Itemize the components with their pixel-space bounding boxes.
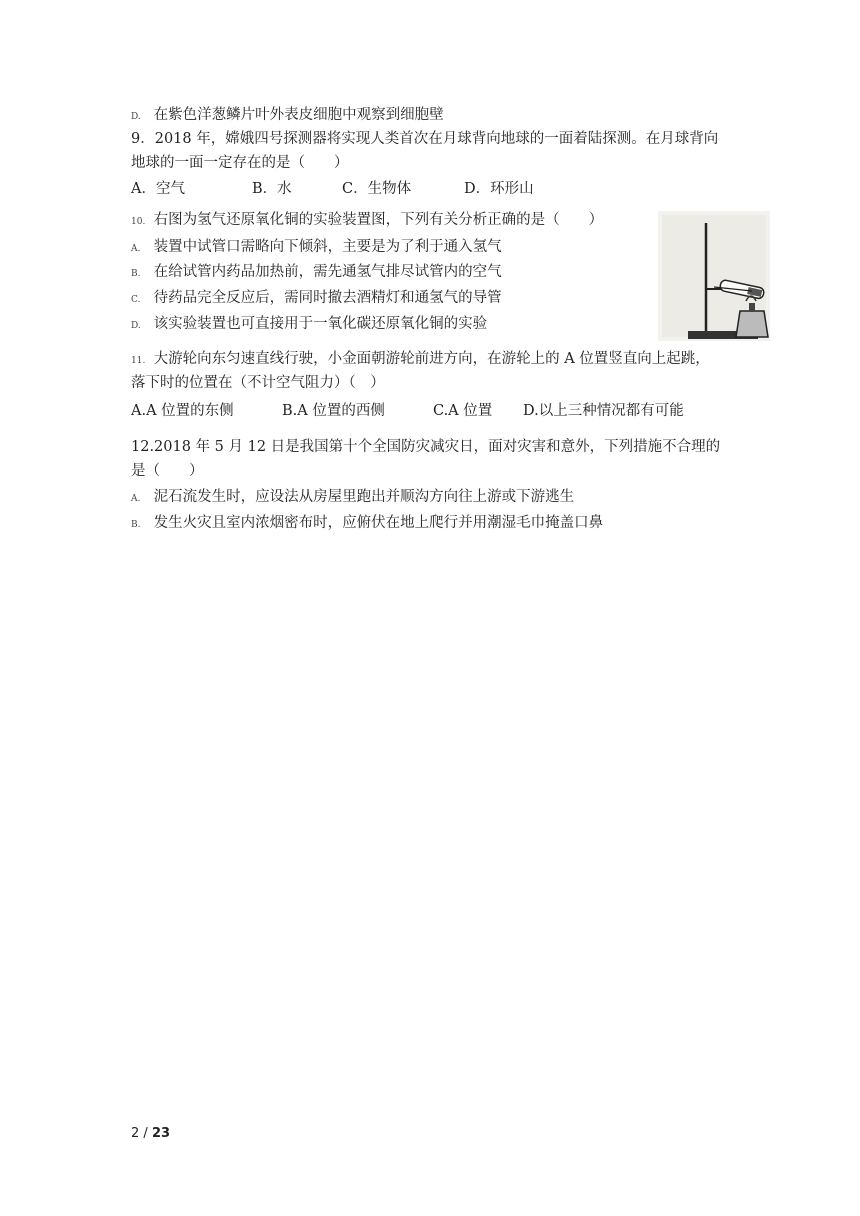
option-text: 在紫色洋葱鳞片叶外表皮细胞中观察到细胞壁 [153, 107, 444, 123]
q9-stem-line-1: 9．2018 年，嫦娥四号探测器将实现人类首次在月球背向地球的一面着陆探测。在月球背向 [131, 131, 719, 147]
option-mark: D. [131, 112, 141, 122]
q9-options [131, 179, 534, 199]
q11-option-b: B.A 位置的西侧 [282, 403, 385, 419]
q10-option-b [131, 262, 502, 284]
question-text: 大游轮向东匀速直线行驶，小金面朝游轮前进方向，在游轮上的 A 位置竖直向上起跳， [153, 351, 710, 367]
option-text: 发生火灾且室内浓烟密布时，应俯伏在地上爬行并用潮湿毛巾掩盖口鼻 [153, 515, 604, 531]
q11-stem-line-1 [131, 349, 710, 371]
option-text: 在给试管内药品加热前，需先通氢气排尽试管内的空气 [153, 264, 502, 280]
q9-option-c: C．生物体 [342, 181, 412, 197]
option-mark: A. [131, 494, 141, 504]
q10-option-d [131, 314, 487, 336]
q11-option-d: D.以上三种情况都有可能 [523, 403, 684, 419]
question-text: 右图为氢气还原氧化铜的实验装置图，下列有关分析正确的是（ ） [153, 212, 604, 228]
total-pages: 23 [151, 1126, 171, 1141]
option-mark: B. [131, 269, 141, 279]
option-text: 装置中试管口需略向下倾斜，主要是为了利于通入氢气 [153, 239, 502, 255]
page-number [131, 1126, 170, 1141]
current-page: 2 [131, 1126, 140, 1141]
option-text: 待药品完全反应后，需同时撤去酒精灯和通氢气的导管 [153, 290, 502, 306]
q11-stem-line-2: 落下时的位置在（不计空气阻力）（ ） [131, 375, 385, 391]
page-separator: / [143, 1126, 148, 1141]
q10-option-a [131, 237, 502, 259]
option-text: 泥石流发生时，应设法从房屋里跑出并顺沟方向往上游或下游逃生 [153, 489, 575, 505]
question-number: 10. [131, 217, 146, 227]
option-mark: B. [131, 520, 141, 530]
hydrogen-reduction-apparatus-figure [658, 211, 770, 341]
q11-option-c: C.A 位置 [433, 403, 493, 419]
q8-option-d [131, 105, 444, 127]
option-mark: C. [131, 295, 141, 305]
q12-option-b [131, 513, 603, 535]
q9-option-a: A．空气 [131, 181, 185, 197]
q9-option-d: D．环形山 [464, 181, 534, 197]
q9-option-b: B．水 [252, 181, 292, 197]
q10-option-c [131, 288, 502, 310]
q12-stem-line-1: 12.2018 年 5 月 12 日是我国第十个全国防灾减灾日，面对灾害和意外，下列措施不合理的 [131, 439, 721, 455]
q11-options [131, 401, 684, 421]
option-text: 该实验装置也可直接用于一氧化碳还原氧化铜的实验 [153, 316, 488, 332]
q10-stem [131, 210, 603, 232]
option-mark: A. [131, 244, 141, 254]
q11-option-a: A.A 位置的东侧 [131, 403, 234, 419]
q12-option-a [131, 487, 574, 509]
q12-stem-line-2: 是（ ） [131, 463, 204, 479]
question-number: 11. [131, 356, 146, 366]
q9-stem-line-2: 地球的一面一定存在的是（ ） [131, 155, 349, 171]
option-mark: D. [131, 321, 141, 331]
